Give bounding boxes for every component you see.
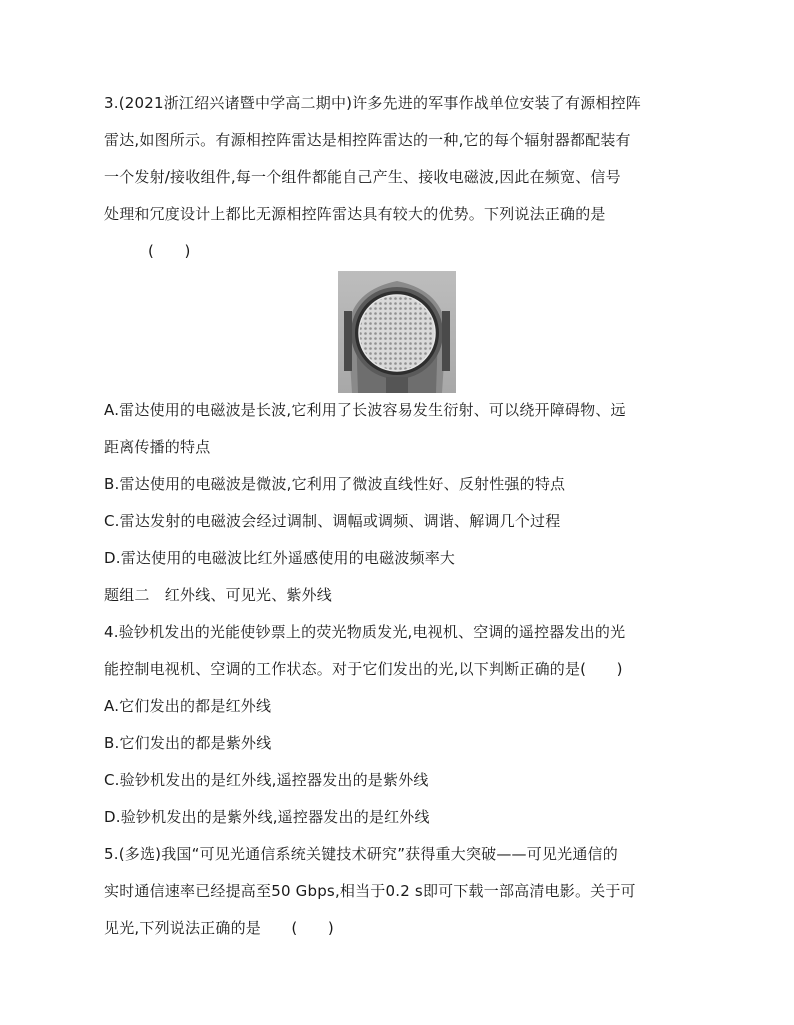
q4-option-c: C.验钞机发出的是红外线,遥控器发出的是紫外线: [104, 771, 429, 789]
q3-option-d: D.雷达使用的电磁波比红外遥感使用的电磁波频率大: [104, 549, 456, 567]
q3-line-1: 3.(2021浙江绍兴诸暨中学高二期中)许多先进的军事作战单位安装了有源相控阵: [104, 94, 641, 112]
group-heading: 题组二 红外线、可见光、紫外线: [104, 586, 333, 604]
q3-line-2: 雷达,如图所示。有源相控阵雷达是相控阵雷达的一种,它的每个辐射器都配装有: [104, 131, 631, 149]
q3-line-4: 处理和冗度设计上都比无源相控阵雷达具有较大的优势。下列说法正确的是: [104, 205, 606, 223]
q3-option-b: B.雷达使用的电磁波是微波,它利用了微波直线性好、反射性强的特点: [104, 475, 566, 493]
q3-line-3: 一个发射/接收组件,每一个组件都能自己产生、接收电磁波,因此在频宽、信号: [104, 168, 621, 186]
q3-option-a-line-1: A.雷达使用的电磁波是长波,它利用了长波容易发生衍射、可以绕开障碍物、远: [104, 401, 626, 419]
q4-option-a: A.它们发出的都是红外线: [104, 697, 272, 715]
q3-option-c: C.雷达发射的电磁波会经过调制、调幅或调频、调谐、解调几个过程: [104, 512, 561, 530]
q4-line-1: 4.验钞机发出的光能使钞票上的荧光物质发光,电视机、空调的遥控器发出的光: [104, 623, 626, 641]
q3-answer-bracket: ( ): [148, 242, 191, 260]
q5-line-2: 实时通信速率已经提高至50 Gbps,相当于0.2 s即可下载一部高清电影。关于可: [104, 882, 636, 900]
radar-photo: [338, 271, 456, 393]
q5-line-1: 5.(多选)我国“可见光通信系统关键技术研究”获得重大突破——可见光通信的: [104, 845, 618, 863]
q3-option-a-line-2: 距离传播的特点: [104, 438, 211, 456]
q4-option-d: D.验钞机发出的是紫外线,遥控器发出的是红外线: [104, 808, 430, 826]
q4-option-b: B.它们发出的都是紫外线: [104, 734, 272, 752]
q5-line-3: 见光,下列说法正确的是 ( ): [104, 919, 334, 937]
q4-line-2: 能控制电视机、空调的工作状态。对于它们发出的光,以下判断正确的是( ): [104, 660, 623, 678]
